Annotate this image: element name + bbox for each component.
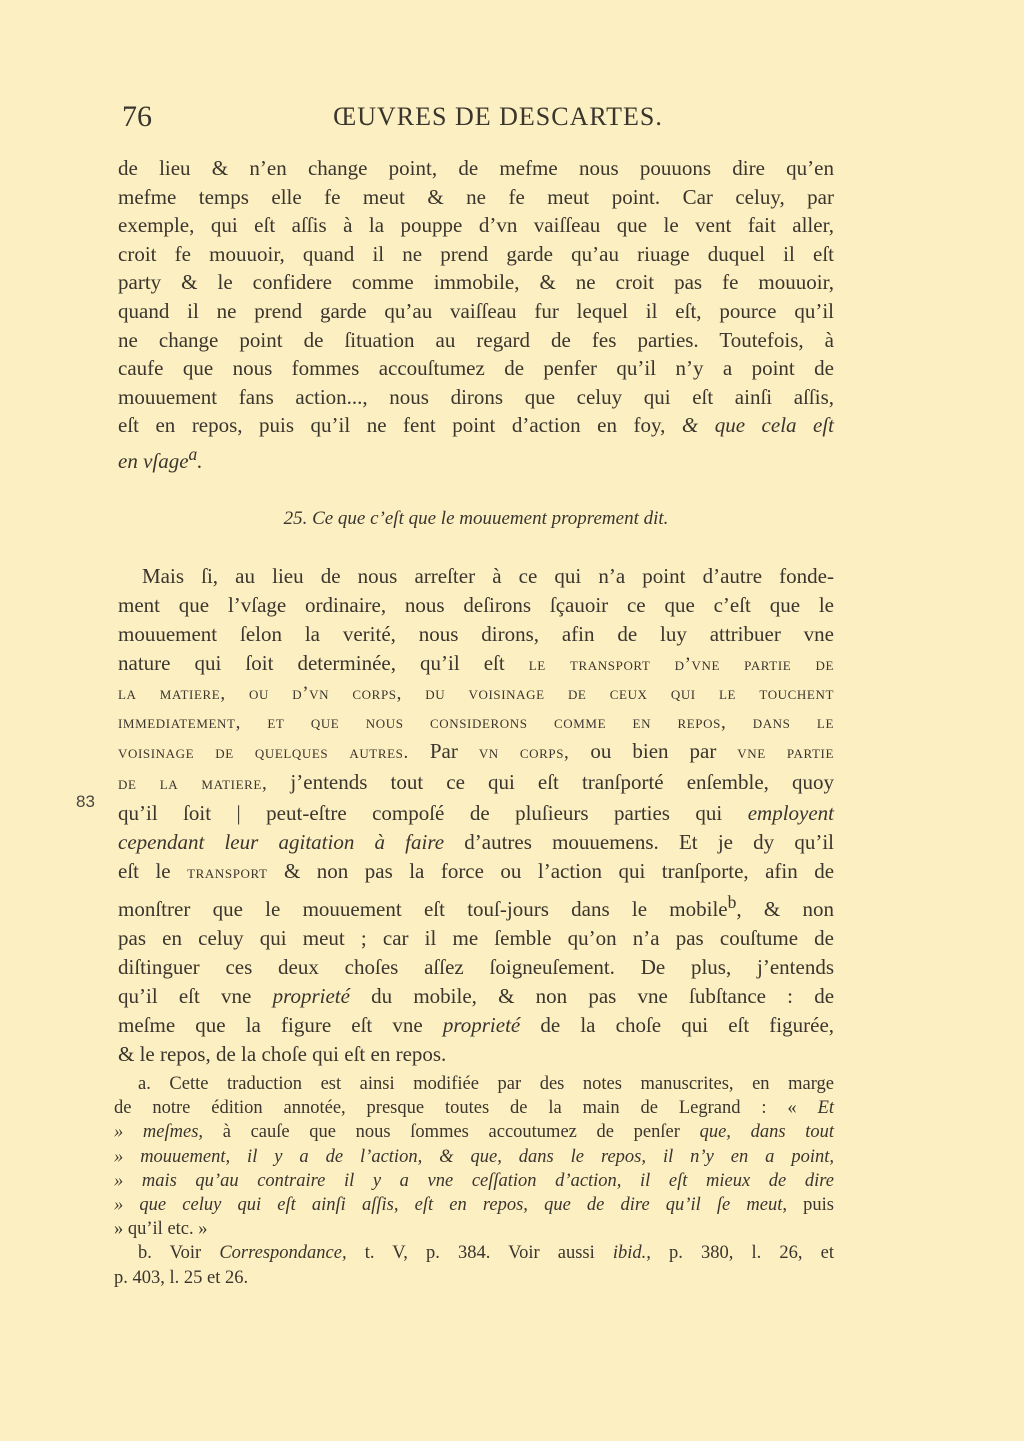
italic-segment: Et bbox=[817, 1098, 835, 1119]
text-line: exemple, qui eſt aſſis à la pouppe d’vn vaiſſeau que le vent fait aller, bbox=[118, 213, 834, 238]
text-line: Mais ſi, au lieu de nous arreſter à ce qui n’a point d’autre fonde- bbox=[142, 564, 834, 588]
text-line: ment que l’vſage ordinaire, nous deſirons ſçauoir ce que c’eſt que le bbox=[118, 592, 834, 617]
footnote-line bbox=[114, 1193, 834, 1217]
footnote-line: » mais qu’au contraire il y a vne ceſſation d’action, il eſt mieux de dire bbox=[114, 1170, 834, 1191]
italic-segment: proprieté bbox=[272, 983, 350, 1008]
text-segment: monſtrer que le mouuement eſt touſ-jours dans le mobile bbox=[118, 896, 728, 921]
text-line: mouuement ſelon la verité, nous dirons, afin de luy attribuer vne bbox=[118, 621, 834, 646]
text-line bbox=[118, 982, 834, 1011]
footnote-line: » mouuement, il y a de l’action, & que, dans le repos, il n’y en a point, bbox=[114, 1146, 834, 1167]
text-segment: & non pas la force ou l’action qui tranſporte, afin de bbox=[284, 859, 835, 884]
page-header bbox=[118, 100, 838, 140]
italic-segment: & que cela eſt bbox=[681, 413, 835, 438]
footnote-marker: a bbox=[188, 443, 198, 464]
footnote-line bbox=[114, 1120, 834, 1144]
footnote-line bbox=[114, 1096, 834, 1120]
text-line: croit fe mouuoir, quand il ne prend garde qu’au riuage duquel il eſt bbox=[118, 241, 834, 266]
paragraph-2 bbox=[118, 562, 834, 1068]
text-segment: b. Voir bbox=[138, 1243, 202, 1264]
text-line: pas en celuy qui meut ; car il me ſemble qu’on n’a pas couſtume de bbox=[118, 925, 834, 950]
text-line: la matiere, ou d’vn corps, du voisinage de ceux qui le touchent bbox=[118, 682, 834, 704]
text-segment: de notre édition annotée, presque toutes de la main de Legrand : « bbox=[114, 1098, 797, 1119]
margin-page-number: 83 bbox=[76, 792, 95, 811]
section-title: 25. Ce que c’eſt que le mouuement proprement dit. bbox=[283, 508, 669, 529]
text-line: diſtinguer ces deux choſes aſſez ſoigneuſement. De plus, j’entends bbox=[118, 954, 834, 979]
text-segment: du mobile, & non pas vne ſubſtance : de bbox=[371, 983, 835, 1008]
paragraph-1 bbox=[118, 154, 834, 476]
text-line: ne change point de ſituation au regard de fes parties. Toutefois, à bbox=[118, 327, 834, 352]
footnote-marker: b bbox=[727, 891, 737, 912]
footnote-line: » qu’il etc. » bbox=[114, 1219, 208, 1240]
italic-segment: proprieté bbox=[442, 1012, 521, 1037]
text-segment: de la choſe qui eſt figurée, bbox=[540, 1012, 835, 1037]
italic-segment: cependant leur agitation à faire bbox=[118, 830, 445, 855]
text-segment: ou bien par bbox=[590, 739, 717, 764]
italic-segment: en vſage bbox=[118, 448, 189, 473]
text-line bbox=[118, 799, 834, 828]
text-line: & le repos, de la choſe qui eſt en repos. bbox=[118, 1041, 447, 1066]
running-title: ŒUVRES DE DESCARTES. bbox=[333, 102, 663, 131]
text-line bbox=[118, 888, 834, 924]
italic-segment: » meſmes, bbox=[114, 1122, 204, 1143]
text-line bbox=[118, 768, 834, 799]
text-line: de lieu & n’en change point, de mefme nous pouuons dire qu’en bbox=[118, 156, 834, 180]
text-segment: d’autres mouuemens. Et je dy qu’il bbox=[464, 830, 834, 855]
italic-segment: Correspondance, bbox=[219, 1243, 347, 1264]
footnote-line bbox=[114, 1241, 834, 1265]
italic-segment: que, dans tout bbox=[699, 1122, 834, 1143]
text-line bbox=[118, 649, 834, 680]
text-line: immediatement, et que nous considerons comme en repos, dans le bbox=[118, 711, 834, 733]
smallcaps-segment: voisinage de quelques autres. bbox=[118, 742, 409, 764]
smallcaps-segment: vne partie bbox=[737, 742, 835, 764]
text-line: quand il ne prend garde qu’au vaiſſeau fur lequel il eſt, pource qu’il bbox=[118, 298, 834, 323]
footnote-line: a. Cette traduction est ainsi modifiée par des notes manuscrites, en marge bbox=[138, 1074, 834, 1094]
text-segment: eſt en repos, puis qu’il ne fent point d’action en foy, bbox=[118, 413, 666, 438]
text-segment: j’entends tout ce qui eſt tranſporté enſemble, quoy bbox=[290, 770, 835, 795]
text-line bbox=[118, 1011, 834, 1040]
text-segment: eſt le bbox=[118, 859, 171, 884]
text-segment: p. 380, l. 26, et bbox=[669, 1243, 835, 1264]
text-segment: qu’il ſoit | peut-eſtre compoſé de pluſieurs parties qui bbox=[118, 801, 723, 826]
italic-segment: ibid., bbox=[612, 1243, 651, 1264]
italic-segment: » que celuy qui eſt ainſi aſſis, eſt en repos, que de dire qu’il ſe meut, bbox=[114, 1195, 787, 1216]
smallcaps-segment: de la matiere, bbox=[118, 773, 268, 795]
text-line bbox=[118, 857, 834, 888]
page-number: 76 bbox=[122, 100, 152, 133]
footnotes bbox=[114, 1072, 834, 1290]
text-segment: puis bbox=[803, 1195, 834, 1216]
text-line: mouuement fans action..., nous dirons que celuy qui eſt ainſi aſſis, bbox=[118, 384, 834, 409]
smallcaps-segment: transport bbox=[187, 862, 268, 884]
text-segment: Par bbox=[429, 739, 458, 764]
text-line bbox=[118, 737, 834, 768]
text-line: mefme temps elle fe meut & ne fe meut point. Car celuy, par bbox=[118, 184, 834, 209]
italic-segment: employent bbox=[747, 801, 834, 826]
text-line bbox=[118, 828, 834, 857]
text-line: caufe que nous fommes accouſtumez de penfer qu’il n’y a point de bbox=[118, 356, 834, 381]
text-segment: , & non bbox=[736, 896, 834, 921]
text-segment: à cauſe que nous ſommes accoutumez de penſer bbox=[222, 1122, 680, 1143]
text-segment: meſme que la figure eſt vne bbox=[118, 1012, 423, 1037]
smallcaps-segment: vn corps, bbox=[478, 742, 570, 764]
smallcaps-segment: le transport d’vne partie de bbox=[528, 653, 834, 675]
text-line bbox=[118, 411, 834, 440]
text-segment: nature qui ſoit determinée, qu’il eſt bbox=[118, 650, 505, 675]
text-line: en vſage$^a$. bbox=[118, 443, 203, 473]
text-segment: qu’il eſt vne bbox=[118, 983, 252, 1008]
footnote-line: p. 403, l. 25 et 26. bbox=[114, 1267, 249, 1288]
text-line: party & le confidere comme immobile, & ne croit pas fe mouuoir, bbox=[118, 270, 834, 295]
text-segment: t. V, p. 384. Voir aussi bbox=[364, 1243, 595, 1264]
